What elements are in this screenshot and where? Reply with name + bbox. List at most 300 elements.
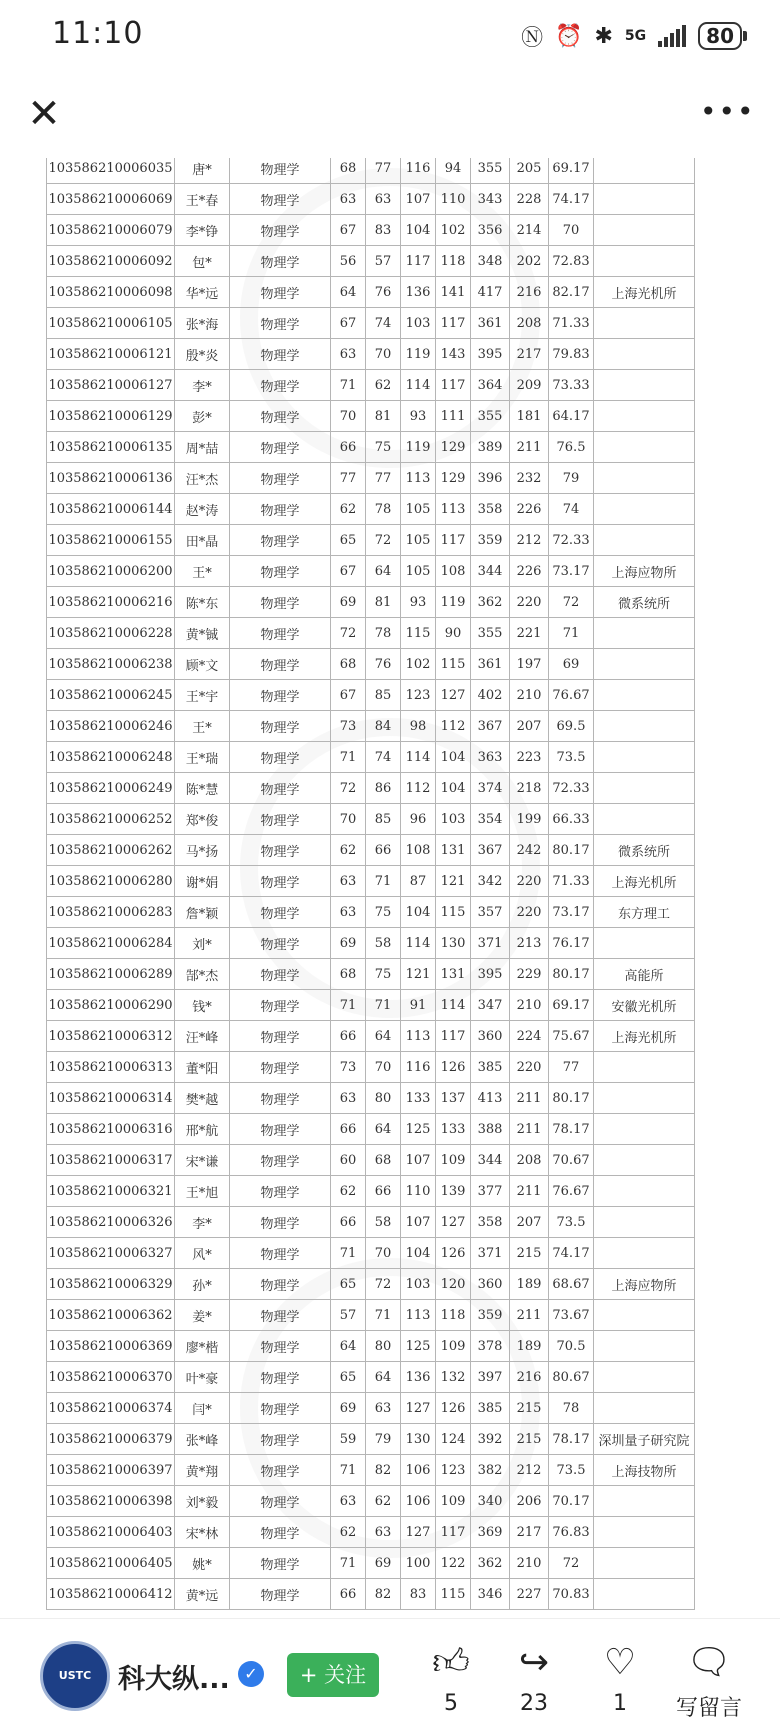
table-cell: 137	[436, 1083, 471, 1114]
table-cell: 371	[471, 1238, 510, 1269]
table-cell: 78.17	[549, 1424, 594, 1455]
table-cell: 104	[401, 897, 436, 928]
table-cell	[594, 1579, 695, 1610]
table-cell: 123	[401, 680, 436, 711]
table-cell: 72	[331, 773, 366, 804]
table-cell	[594, 308, 695, 339]
status-icons	[521, 20, 742, 52]
table-cell: 242	[510, 835, 549, 866]
table-cell: 76.83	[549, 1517, 594, 1548]
table-cell	[594, 525, 695, 556]
table-cell: 上海应物所	[594, 556, 695, 587]
table-cell: 354	[471, 804, 510, 835]
table-cell: 232	[510, 463, 549, 494]
table-cell: 110	[436, 184, 471, 215]
table-cell: 风*	[175, 1238, 230, 1269]
table-cell: 62	[331, 1517, 366, 1548]
table-row	[47, 1362, 695, 1393]
table-cell: 103	[436, 804, 471, 835]
table-cell: 104	[436, 773, 471, 804]
table-cell: 119	[436, 587, 471, 618]
table-cell: 104	[436, 742, 471, 773]
table-cell: 220	[510, 897, 549, 928]
table-cell: 115	[436, 1579, 471, 1610]
table-cell: 63	[331, 184, 366, 215]
table-row	[47, 215, 695, 246]
table-cell: 物理学	[230, 1300, 331, 1331]
table-cell: 73.17	[549, 897, 594, 928]
table-cell: 103586210006362	[47, 1300, 175, 1331]
share-count: 23	[520, 1691, 548, 1716]
table-cell	[594, 1331, 695, 1362]
table-cell: 王*	[175, 556, 230, 587]
article-image	[0, 158, 780, 1618]
table-cell: 王*	[175, 711, 230, 742]
table-cell	[594, 649, 695, 680]
table-cell: 陈*慧	[175, 773, 230, 804]
table-cell: 67	[331, 308, 366, 339]
table-cell: 118	[436, 1300, 471, 1331]
table-cell: 71	[331, 370, 366, 401]
table-cell: 58	[366, 928, 401, 959]
table-cell: 216	[510, 277, 549, 308]
table-row	[47, 1021, 695, 1052]
table-cell: 王*瑞	[175, 742, 230, 773]
table-row	[47, 804, 695, 835]
table-cell	[594, 1114, 695, 1145]
table-cell	[594, 618, 695, 649]
table-cell: 199	[510, 804, 549, 835]
table-cell: 109	[436, 1145, 471, 1176]
table-cell: 402	[471, 680, 510, 711]
table-cell: 122	[436, 1548, 471, 1579]
table-cell: 74	[366, 742, 401, 773]
table-row	[47, 1083, 695, 1114]
table-cell: 103586210006290	[47, 990, 175, 1021]
table-cell: 73	[331, 1052, 366, 1083]
table-cell: 张*峰	[175, 1424, 230, 1455]
table-cell: 103586210006129	[47, 401, 175, 432]
table-cell	[594, 804, 695, 835]
table-cell: 殷*炎	[175, 339, 230, 370]
table-cell: 69	[331, 587, 366, 618]
table-cell: 包*	[175, 246, 230, 277]
table-cell: 113	[436, 494, 471, 525]
table-cell: 197	[510, 649, 549, 680]
table-cell: 361	[471, 308, 510, 339]
table-cell: 73.33	[549, 370, 594, 401]
table-cell: 赵*涛	[175, 494, 230, 525]
table-cell: 114	[401, 928, 436, 959]
table-cell: 181	[510, 401, 549, 432]
table-cell: 70	[366, 1052, 401, 1083]
table-cell: 物理学	[230, 773, 331, 804]
table-cell: 121	[436, 866, 471, 897]
table-cell: 126	[436, 1393, 471, 1424]
table-row	[47, 246, 695, 277]
table-cell: 74.17	[549, 184, 594, 215]
table-cell: 72	[366, 525, 401, 556]
table-cell: 389	[471, 432, 510, 463]
table-cell: 78	[366, 618, 401, 649]
favorite-button[interactable]	[580, 1643, 660, 1716]
account-avatar[interactable]: USTC	[40, 1641, 110, 1711]
table-cell: 210	[510, 1548, 549, 1579]
table-cell: 208	[510, 1145, 549, 1176]
table-cell: 104	[401, 215, 436, 246]
table-cell: 高能所	[594, 959, 695, 990]
table-cell: 71.33	[549, 866, 594, 897]
table-cell: 103586210006327	[47, 1238, 175, 1269]
table-cell: 342	[471, 866, 510, 897]
table-cell: 80	[366, 1083, 401, 1114]
table-row	[47, 680, 695, 711]
table-row	[47, 1517, 695, 1548]
table-row	[47, 1548, 695, 1579]
table-cell: 359	[471, 525, 510, 556]
table-cell: 76	[366, 649, 401, 680]
table-cell: 71	[331, 990, 366, 1021]
table-cell: 82.17	[549, 277, 594, 308]
table-cell: 132	[436, 1362, 471, 1393]
table-cell: 姚*	[175, 1548, 230, 1579]
table-cell: 闫*	[175, 1393, 230, 1424]
table-cell	[594, 432, 695, 463]
table-cell: 133	[436, 1114, 471, 1145]
table-cell: 王*旭	[175, 1176, 230, 1207]
table-cell: 228	[510, 184, 549, 215]
table-cell: 229	[510, 959, 549, 990]
table-cell: 72	[549, 1548, 594, 1579]
table-cell: 微系统所	[594, 587, 695, 618]
table-row	[47, 835, 695, 866]
table-cell	[594, 1207, 695, 1238]
table-cell: 物理学	[230, 308, 331, 339]
bottom-action-bar	[0, 1618, 780, 1734]
table-cell: 211	[510, 1300, 549, 1331]
table-cell: 74	[366, 308, 401, 339]
table-cell	[594, 928, 695, 959]
table-cell: 63	[366, 1393, 401, 1424]
table-cell	[594, 463, 695, 494]
table-cell: 367	[471, 835, 510, 866]
table-cell: 360	[471, 1021, 510, 1052]
table-cell: 廖*楷	[175, 1331, 230, 1362]
table-cell: 叶*豪	[175, 1362, 230, 1393]
table-cell: 谢*娟	[175, 866, 230, 897]
table-cell: 物理学	[230, 649, 331, 680]
table-cell: 208	[510, 308, 549, 339]
table-cell: 392	[471, 1424, 510, 1455]
table-cell: 物理学	[230, 432, 331, 463]
table-cell: 103586210006245	[47, 680, 175, 711]
table-cell: 105	[401, 556, 436, 587]
table-cell: 76.67	[549, 680, 594, 711]
table-cell: 114	[401, 742, 436, 773]
table-cell: 物理学	[230, 1331, 331, 1362]
table-cell: 73.5	[549, 1455, 594, 1486]
table-cell: 80.67	[549, 1362, 594, 1393]
table-row	[47, 308, 695, 339]
table-cell: 物理学	[230, 1517, 331, 1548]
table-row	[47, 1486, 695, 1517]
table-row	[47, 494, 695, 525]
table-cell: 物理学	[230, 742, 331, 773]
table-row	[47, 897, 695, 928]
table-cell: 103586210006136	[47, 463, 175, 494]
table-cell: 物理学	[230, 525, 331, 556]
table-cell: 223	[510, 742, 549, 773]
table-cell: 91	[401, 990, 436, 1021]
table-cell: 73.67	[549, 1300, 594, 1331]
table-cell: 133	[401, 1083, 436, 1114]
table-cell: 103586210006127	[47, 370, 175, 401]
table-cell: 103586210006249	[47, 773, 175, 804]
table-cell: 103586210006403	[47, 1517, 175, 1548]
table-cell: 103586210006238	[47, 649, 175, 680]
table-cell: 385	[471, 1393, 510, 1424]
table-cell: 117	[436, 525, 471, 556]
table-cell: 85	[366, 804, 401, 835]
account-name[interactable]: 科大纵...	[118, 1664, 230, 1695]
table-cell: 103586210006374	[47, 1393, 175, 1424]
table-cell: 131	[436, 835, 471, 866]
table-cell: 刘*	[175, 928, 230, 959]
table-row	[47, 1579, 695, 1610]
table-cell	[594, 1517, 695, 1548]
table-cell: 华*远	[175, 277, 230, 308]
table-cell: 70.67	[549, 1145, 594, 1176]
table-cell	[594, 246, 695, 277]
table-cell: 93	[401, 401, 436, 432]
table-cell: 103586210006369	[47, 1331, 175, 1362]
table-cell	[594, 494, 695, 525]
table-cell: 220	[510, 587, 549, 618]
table-cell: 77	[549, 1052, 594, 1083]
table-cell: 64	[366, 1362, 401, 1393]
table-row	[47, 1145, 695, 1176]
table-cell: 80	[366, 1331, 401, 1362]
more-icon[interactable]: •••	[700, 95, 756, 128]
table-cell: 103586210006135	[47, 432, 175, 463]
table-cell: 64.17	[549, 401, 594, 432]
table-cell: 物理学	[230, 401, 331, 432]
table-cell: 物理学	[230, 1083, 331, 1114]
table-cell: 物理学	[230, 1393, 331, 1424]
table-cell: 103586210006405	[47, 1548, 175, 1579]
table-cell: 207	[510, 1207, 549, 1238]
table-cell: 123	[436, 1455, 471, 1486]
table-cell: 64	[331, 277, 366, 308]
table-cell: 汪*杰	[175, 463, 230, 494]
table-cell: 69	[331, 1393, 366, 1424]
alarm-icon: ⏰	[555, 23, 583, 49]
table-cell: 物理学	[230, 215, 331, 246]
like-button[interactable]	[411, 1643, 491, 1716]
table-cell: 71	[366, 866, 401, 897]
table-cell: 103586210006121	[47, 339, 175, 370]
table-cell: 103586210006317	[47, 1145, 175, 1176]
table-cell	[594, 1052, 695, 1083]
table-cell: 359	[471, 1300, 510, 1331]
table-cell: 物理学	[230, 1486, 331, 1517]
table-cell: 76.5	[549, 432, 594, 463]
table-cell: 103586210006035	[47, 158, 175, 184]
table-cell: 103586210006316	[47, 1114, 175, 1145]
table-cell: 84	[366, 711, 401, 742]
table-cell: 110	[401, 1176, 436, 1207]
table-cell: 105	[401, 525, 436, 556]
table-cell: 109	[436, 1331, 471, 1362]
table-cell: 126	[436, 1052, 471, 1083]
table-cell: 董*阳	[175, 1052, 230, 1083]
table-cell	[594, 1300, 695, 1331]
table-cell: 物理学	[230, 1269, 331, 1300]
table-cell: 物理学	[230, 1424, 331, 1455]
table-cell: 汪*峰	[175, 1021, 230, 1052]
table-cell: 227	[510, 1579, 549, 1610]
share-button[interactable]	[494, 1643, 574, 1716]
table-cell: 108	[401, 835, 436, 866]
table-cell: 85	[366, 680, 401, 711]
share-icon: ↪	[518, 1642, 550, 1683]
table-cell: 106	[401, 1486, 436, 1517]
nfc-icon: Ⓝ	[521, 25, 544, 51]
table-cell: 343	[471, 184, 510, 215]
table-cell: 69	[549, 649, 594, 680]
verified-icon: ✓	[238, 1661, 264, 1687]
table-cell: 张*海	[175, 308, 230, 339]
table-cell: 76.17	[549, 928, 594, 959]
table-cell: 413	[471, 1083, 510, 1114]
table-cell: 73	[331, 711, 366, 742]
table-cell: 物理学	[230, 463, 331, 494]
table-row	[47, 1114, 695, 1145]
table-cell: 68	[331, 959, 366, 990]
table-cell: 物理学	[230, 158, 331, 184]
table-cell: 57	[366, 246, 401, 277]
top-nav-bar	[0, 70, 780, 158]
table-cell: 378	[471, 1331, 510, 1362]
table-cell: 116	[401, 1052, 436, 1083]
table-cell: 131	[436, 959, 471, 990]
table-cell: 65	[331, 1362, 366, 1393]
table-cell: 103586210006155	[47, 525, 175, 556]
table-row	[47, 184, 695, 215]
table-cell: 105	[401, 494, 436, 525]
table-cell: 66.33	[549, 804, 594, 835]
table-cell: 69	[331, 928, 366, 959]
table-cell: 127	[401, 1517, 436, 1548]
table-cell: 355	[471, 401, 510, 432]
table-cell: 114	[436, 990, 471, 1021]
table-cell: 66	[331, 432, 366, 463]
table-cell: 78	[549, 1393, 594, 1424]
close-icon[interactable]: ✕	[27, 91, 61, 137]
table-cell: 356	[471, 215, 510, 246]
table-cell: 63	[331, 1486, 366, 1517]
table-row	[47, 1269, 695, 1300]
table-cell: 物理学	[230, 1548, 331, 1579]
table-cell: 唐*	[175, 158, 230, 184]
table-cell: 130	[401, 1424, 436, 1455]
table-cell: 74.17	[549, 1238, 594, 1269]
table-cell: 113	[401, 1300, 436, 1331]
table-cell: 119	[401, 339, 436, 370]
table-row	[47, 649, 695, 680]
table-cell: 物理学	[230, 587, 331, 618]
favorite-count: 1	[613, 1691, 627, 1716]
table-cell: 物理学	[230, 618, 331, 649]
table-cell: 103	[401, 308, 436, 339]
table-cell: 127	[436, 680, 471, 711]
table-cell: 71	[331, 742, 366, 773]
table-cell: 67	[331, 680, 366, 711]
like-count: 5	[444, 1691, 458, 1716]
table-cell: 上海应物所	[594, 1269, 695, 1300]
table-cell: 220	[510, 1052, 549, 1083]
table-cell: 357	[471, 897, 510, 928]
table-cell: 物理学	[230, 1052, 331, 1083]
table-cell: 355	[471, 158, 510, 184]
table-cell: 210	[510, 680, 549, 711]
table-cell: 李*	[175, 370, 230, 401]
table-row	[47, 1207, 695, 1238]
table-cell: 物理学	[230, 1579, 331, 1610]
table-cell: 71	[331, 1455, 366, 1486]
table-row	[47, 277, 695, 308]
network-type: 5G	[624, 28, 647, 44]
table-cell: 374	[471, 773, 510, 804]
table-cell: 103586210006313	[47, 1052, 175, 1083]
table-cell: 63	[331, 339, 366, 370]
table-cell: 彭*	[175, 401, 230, 432]
table-cell: 103586210006252	[47, 804, 175, 835]
comment-button[interactable]	[664, 1643, 754, 1722]
table-row	[47, 1238, 695, 1269]
table-row	[47, 1424, 695, 1455]
follow-button[interactable]: + 关注	[287, 1653, 379, 1697]
table-cell: 108	[436, 556, 471, 587]
table-cell: 117	[436, 370, 471, 401]
table-cell: 100	[401, 1548, 436, 1579]
table-cell: 396	[471, 463, 510, 494]
table-cell: 215	[510, 1393, 549, 1424]
table-cell: 369	[471, 1517, 510, 1548]
table-cell: 395	[471, 339, 510, 370]
table-cell: 364	[471, 370, 510, 401]
table-row	[47, 711, 695, 742]
table-cell: 348	[471, 246, 510, 277]
table-cell: 66	[366, 1176, 401, 1207]
table-cell: 104	[401, 1238, 436, 1269]
table-cell: 210	[510, 990, 549, 1021]
table-cell: 物理学	[230, 277, 331, 308]
table-cell: 221	[510, 618, 549, 649]
table-cell: 115	[401, 618, 436, 649]
table-cell: 70.17	[549, 1486, 594, 1517]
table-cell	[594, 1548, 695, 1579]
table-cell: 李*铮	[175, 215, 230, 246]
table-cell: 65	[331, 525, 366, 556]
table-cell: 物理学	[230, 1207, 331, 1238]
table-cell: 71	[331, 1548, 366, 1579]
table-cell: 78	[366, 494, 401, 525]
table-cell: 物理学	[230, 339, 331, 370]
table-cell: 64	[331, 1331, 366, 1362]
table-cell: 103586210006370	[47, 1362, 175, 1393]
table-cell: 物理学	[230, 246, 331, 277]
